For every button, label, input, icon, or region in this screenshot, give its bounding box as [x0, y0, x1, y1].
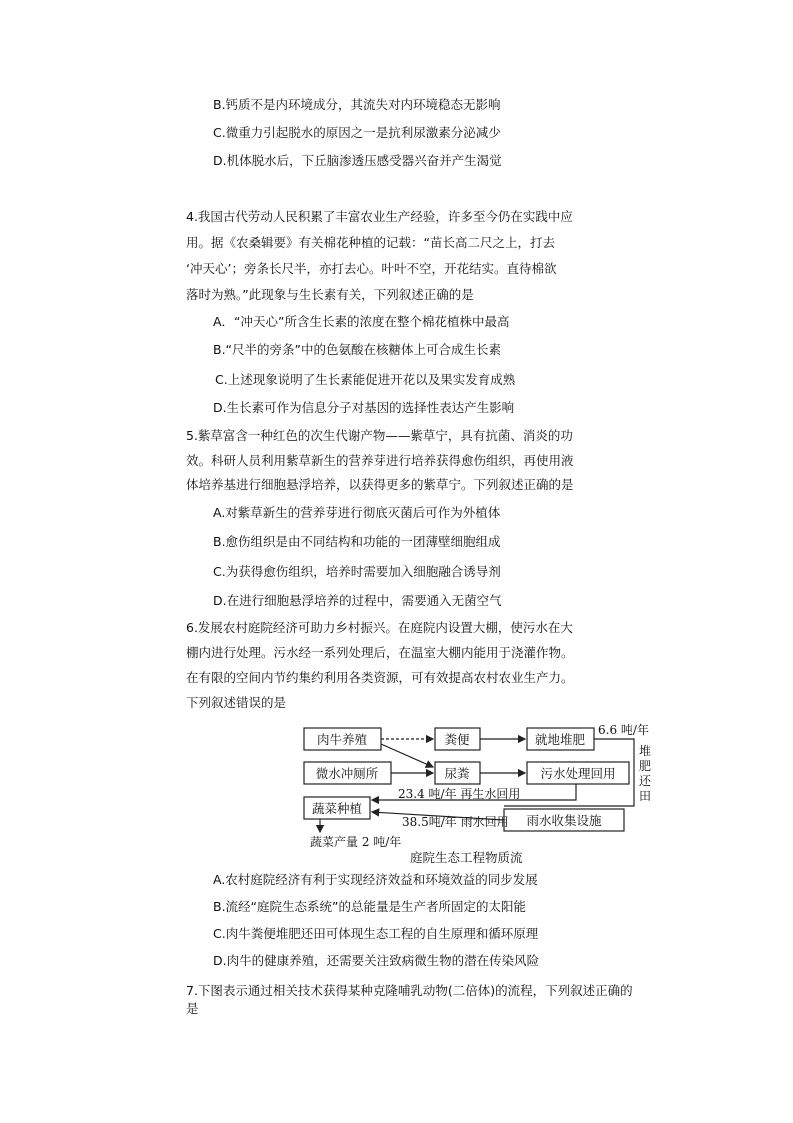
q7-stem-line: 是: [186, 1001, 199, 1016]
q5-stem-line: 5.紫草富含一种红色的次生代谢产物——紫草宁，具有抗菌、消炎的功: [186, 428, 573, 443]
material-flow-diagram: [298, 722, 668, 867]
q5-option-b: B.愈伤组织是由不同结构和功能的一团薄壁细胞组成: [213, 534, 501, 549]
q6-stem-line: 棚内进行处理。污水经一系列处理后，在温室大棚内能用于浇灌作物。: [186, 645, 574, 660]
q5-stem-line: 效。科研人员利用紫草新生的营养芽进行培养获得愈伤组织，再使用液: [186, 453, 574, 468]
q6-stem-line: 下列叙述错误的是: [186, 695, 287, 710]
rain-water-label: 38.5吨/年 雨水回用: [402, 815, 509, 829]
q6-option-d: D.肉牛的健康养殖，还需要关注致病微生物的潜在传染风险: [213, 953, 540, 968]
q3-option-d: D.机体脱水后，下丘脑渗透压感受器兴奋并产生渴觉: [213, 153, 502, 168]
q4-stem-line: ‘冲天心’；旁条长尺半，亦打去心。叶叶不空，开花结实。直待棉欲: [186, 261, 557, 276]
q5-option-d: D.在进行细胞悬浮培养的过程中，需要通入无菌空气: [213, 593, 502, 608]
q6-option-c: C.肉牛粪便堆肥还田可体现生态工程的自生原理和循环原理: [213, 926, 539, 941]
compost-return-char: 肥: [639, 759, 652, 773]
vegetable-label: 蔬菜种植: [311, 801, 363, 816]
q6-option-a: A.农村庭院经济有利于实现经济效益和环境效益的同步发展: [213, 872, 538, 887]
compost-label: 就地堆肥: [534, 732, 586, 747]
manure-label: 粪便: [444, 732, 470, 747]
compost-amount-label: 6.6 吨/年: [598, 723, 649, 737]
q3-option-b: B.钙质不是内环境成分，其流失对内环境稳态无影响: [213, 97, 501, 112]
q5-option-a: A.对紫草新生的营养芽进行彻底灭菌后可作为外植体: [213, 505, 501, 520]
rain-label: 雨水收集设施: [526, 813, 602, 828]
urine-label: 尿粪: [444, 766, 470, 781]
q5-stem-line: 体培养基进行细胞悬浮培养，以获得更多的紫草宁。下列叙述正确的是: [186, 477, 574, 492]
compost-return-char: 田: [639, 789, 652, 803]
q6-option-b: B.流经“庭院生态系统”的总能量是生产者所固定的太阳能: [213, 899, 527, 914]
vegetable-output-label: 蔬菜产量 2 吨/年: [310, 835, 402, 849]
q4-option-b: B.“尺半的旁条”中的色氨酸在核糖体上可合成生长素: [213, 342, 502, 357]
q6-stem-line: 在有限的空间内节约集约利用各类资源，可有效提高农村农业生产力。: [186, 670, 574, 685]
q7-stem-line: 7.下图表示通过相关技术获得某种克隆哺乳动物(二倍体)的流程，下列叙述正确的: [186, 983, 633, 998]
compost-return-char: 堆: [639, 744, 652, 758]
q5-option-c: C.为获得愈伤组织，培养时需要加入细胞融合诱导剂: [213, 564, 501, 579]
q3-option-c: C.微重力引起脱水的原因之一是抗利尿激素分泌减少: [213, 125, 501, 140]
q4-stem-line: 用。据《农桑辑要》有关棉花种植的记载：“苗长高二尺之上，打去: [186, 235, 555, 250]
q4-option-d: D.生长素可作为信息分子对基因的选择性表达产生影响: [213, 400, 515, 415]
sewage-label: 污水处理回用: [540, 766, 616, 781]
q4-option-a: A．“冲天心”所含生长素的浓度在整个棉花植株中最高: [213, 314, 510, 329]
reclaimed-water-label: 23.4 吨/年 再生水回用: [398, 787, 521, 801]
compost-return-char: 还: [639, 774, 652, 788]
q4-option-c: C.上述现象说明了生长素能促进开花以及果实发育成熟: [215, 372, 516, 387]
q4-stem-line: 4.我国古代劳动人民积累了丰富农业生产经验，许多至今仍在实践中应: [186, 209, 573, 224]
toilet-label: 微水冲厕所: [315, 766, 379, 781]
q4-stem-line: 落时为熟。”此现象与生长素有关，下列叙述正确的是: [186, 287, 474, 302]
beef-cattle-label: 肉牛养殖: [316, 732, 368, 747]
q6-stem-line: 6.发展农村庭院经济可助力乡村振兴。在庭院内设置大棚，使污水在大: [186, 620, 573, 635]
diagram-caption: 庭院生态工程物质流: [410, 850, 523, 865]
